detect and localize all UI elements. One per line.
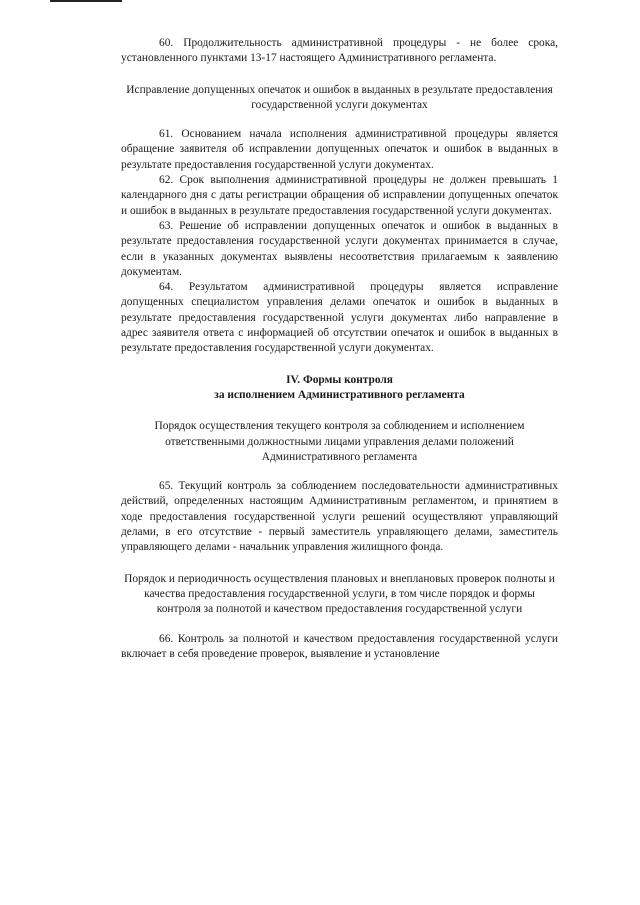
paragraph-60: 60. Продолжительность административной процедуры - не более срока, установленного пунктами 13-17 настоящего Административного регламента. <box>121 37 558 65</box>
document-page <box>121 36 558 662</box>
paragraph-65: 65. Текущий контроль за соблюдением последовательности административных действий, определенных настоящим Административным регламентом, и принятием в ходе предоставления государственной услуги решений осуществляют управляющий делами, в его отсутствие - первый заместитель управляющего делами, заместитель управляющего делами - начальник управления жилищного фонда. <box>121 480 558 554</box>
paragraph-63: 63. Решение об исправлении допущенных опечаток и ошибок в выданных в результате предоставления государственной услуги документах принимается в случае, если в указанных документах выявлены несоответствия прилагаемым к заявлению документам. <box>121 219 558 278</box>
subheading-current-control: Порядок осуществления текущего контроля за соблюдением и исполнением ответственными должностными лицами управления делами положений Административного регламента <box>154 420 525 463</box>
subheading-corrections: Исправление допущенных опечаток и ошибок в выданных в результате предоставления государственной услуги документах <box>126 83 553 111</box>
paragraph-66: 66. Контроль за полнотой и качеством предоставления государственной услуги включает в себя проведение проверок, выявление и установление <box>121 632 558 660</box>
section-title-line-2: за исполнением Административного регламента <box>214 388 465 401</box>
subheading-inspections: Порядок и периодичность осуществления плановых и внеплановых проверок полноты и качества предоставления государственной услуги, в том числе порядок и формы контроля за полнотой и качеством предоставления государственной услуги <box>124 572 555 616</box>
paragraph-62: 62. Срок выполнения административной процедуры не должен превышать 1 календарного дня с даты регистрации обращения об исправлении допущенных опечаток и ошибок в выданных в результате предоставления государственной услуги документах. <box>121 174 558 217</box>
top-rule <box>50 0 122 2</box>
section-title-line-1: IV. Формы контроля <box>286 373 393 386</box>
paragraph-61: 61. Основанием начала исполнения административной процедуры является обращение заявителя об исправлении допущенных опечаток и ошибок в выданных в результате предоставления государственной услуги документах. <box>121 128 558 171</box>
paragraph-64: 64. Результатом административной процедуры является исправление допущенных специалистом управления делами опечаток и ошибок в выданных в результате предоставления государственной услуги документах либо направление в адрес заявителя ответа с информацией об отсутствии опечаток и ошибок в выданных в результате предоставления государственной услуги документах. <box>121 281 558 355</box>
